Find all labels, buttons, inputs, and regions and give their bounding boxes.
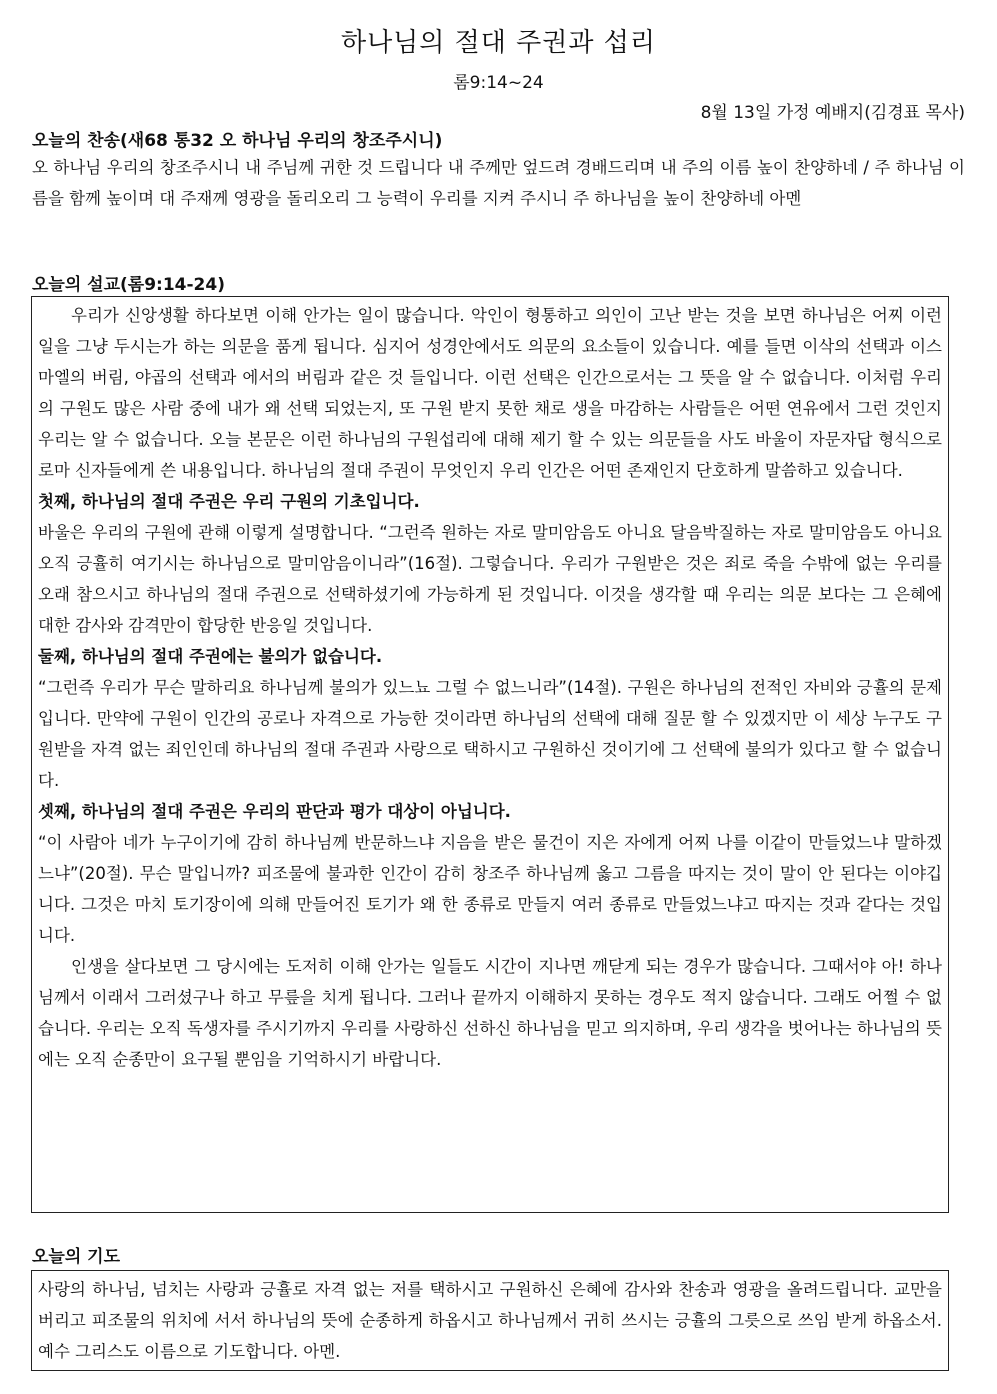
point-2-title: 둘째, 하나님의 절대 주권에는 불의가 없습니다. <box>38 647 383 666</box>
sermon-heading: 오늘의 설교(롬9:14-24) <box>32 275 225 295</box>
page-title: 하나님의 절대 주권과 섭리 <box>340 28 657 58</box>
sermon-intro: 우리가 신앙생활 하다보면 이해 안가는 일이 많습니다. 악인이 형통하고 의인이 고난 받는 것을 보면 하나님은 어찌 이런 일을 그냥 두시는가 하는 의문을 품게 됩니다. 심지어 성경안에서도 의문의 요소들이 있습니다. 예를 들면 이삭의 선택과 이스마엘의 버림, 야곱의 선택과 에서의 버림과 같은 것 들입니다. 이런 선택은 인간으로서는 그 뜻을 알 수 없습니다. 이처럼 우리의 구원도 많은 사람 중에 내가 왜 선택 되었는지, 또 구원 받지 못한 채로 생을 마감하는 사람들은 어떤 연유에서 그런 것인지 우리는 알 수 없습니다. 오늘 본문은 이런 하나님의 구원섭리에 대해 제기 할 수 있는 의문들을 사도 바울이 자문자답 형식으로 로마 신자들에게 쓴 내용입니다. 하나님의 절대 주권이 무엇인지 우리 인간은 어떤 존재인지 단호하게 말씀하고 있습니다. <box>38 306 942 480</box>
sermon-conclusion: 인생을 살다보면 그 당시에는 도저히 이해 안가는 일들도 시간이 지나면 깨닫게 되는 경우가 많습니다. 그때서야 아! 하나님께서 이래서 그러셨구나 하고 무릎을 치게 됩니다. 그러나 끝까지 이해하지 못하는 경우도 적지 않습니다. 그래도 어쩔 수 없습니다. 우리는 오직 독생자를 주시기까지 우리를 사랑하신 선하신 하나님을 믿고 의지하며, 우리 생각을 벗어나는 하나님의 뜻에는 오직 순종만이 요구될 뿐임을 기억하시기 바랍니다. <box>38 957 942 1069</box>
scripture-reference: 롬9:14~24 <box>453 73 544 93</box>
prayer-heading: 오늘의 기도 <box>32 1247 121 1267</box>
hymn-lyrics: 오 하나님 우리의 창조주시니 내 주님께 귀한 것 드립니다 내 주께만 엎드려 경배드리며 내 주의 이름 높이 찬양하네 / 주 하나님 이름을 함께 높이며 대 주재께 영광을 돌리오리 그 능력이 우리를 지켜 주시니 주 하나님을 높이 찬양하네 아멘 <box>32 158 965 208</box>
prayer-body: 사랑의 하나님, 넘치는 사랑과 긍휼로 자격 없는 저를 택하시고 구원하신 은혜에 감사와 찬송과 영광을 올려드립니다. 교만을 버리고 피조물의 위치에 서서 하나님의 뜻에 순종하게 하옵시고 하나님께서 귀히 쓰시는 긍휼의 그릇으로 쓰임 받게 하옵소서. 예수 그리스도 이름으로 기도합니다. 아멘. <box>38 1280 942 1361</box>
point-2-body: “그런즉 우리가 무슨 말하리요 하나님께 불의가 있느뇨 그럴 수 없느니라”(14절). 구원은 하나님의 전적인 자비와 긍휼의 문제입니다. 만약에 구원이 인간의 공로나 자격으로 가능한 것이라면 하나님의 선택에 대해 질문 할 수 있겠지만 이 세상 누구도 구원받을 자격 없는 죄인인데 하나님의 절대 주권과 사랑으로 택하시고 구원하신 것이기에 그 선택에 불의가 있다고 할 수 없습니다. <box>38 678 942 790</box>
point-3-title: 셋째, 하나님의 절대 주권은 우리의 판단과 평가 대상이 아닙니다. <box>38 802 511 821</box>
worship-info: 8월 13일 가정 예배지(김경표 목사) <box>700 103 965 123</box>
point-1-body: 바울은 우리의 구원에 관해 이렇게 설명합니다. “그런즉 원하는 자로 말미암음도 아니요 달음박질하는 자로 말미암음도 아니요 오직 긍휼히 여기시는 하나님으로 말미암음이니라”(16절). 그렇습니다. 우리가 구원받은 것은 죄로 죽을 수밖에 없는 우리를 오래 참으시고 하나님의 절대 주권으로 선택하셨기에 가능하게 된 것입니다. 이것을 생각할 때 우리는 의문 보다는 그 은혜에 대한 감사와 감격만이 합당한 반응일 것입니다. <box>38 523 942 635</box>
sermon-box <box>31 296 949 1213</box>
hymn-heading: 오늘의 찬송(새68 통32 오 하나님 우리의 창조주시니) <box>32 131 443 151</box>
prayer-box <box>31 1270 949 1371</box>
point-3-body: “이 사람아 네가 누구이기에 감히 하나님께 반문하느냐 지음을 받은 물건이 지은 자에게 어찌 나를 이같이 만들었느냐 말하겠느냐”(20절). 무슨 말입니까? 피조물에 불과한 인간이 감히 창조주 하나님께 옳고 그름을 따지는 것이 말이 안 된다는 이야깁니다. 그것은 마치 토기장이에 의해 만들어진 토기가 왜 한 종류로 만들지 여러 종류로 만들었느냐고 따지는 것과 같다는 것입니다. <box>38 833 942 945</box>
point-1-title: 첫째, 하나님의 절대 주권은 우리 구원의 기초입니다. <box>38 492 420 511</box>
